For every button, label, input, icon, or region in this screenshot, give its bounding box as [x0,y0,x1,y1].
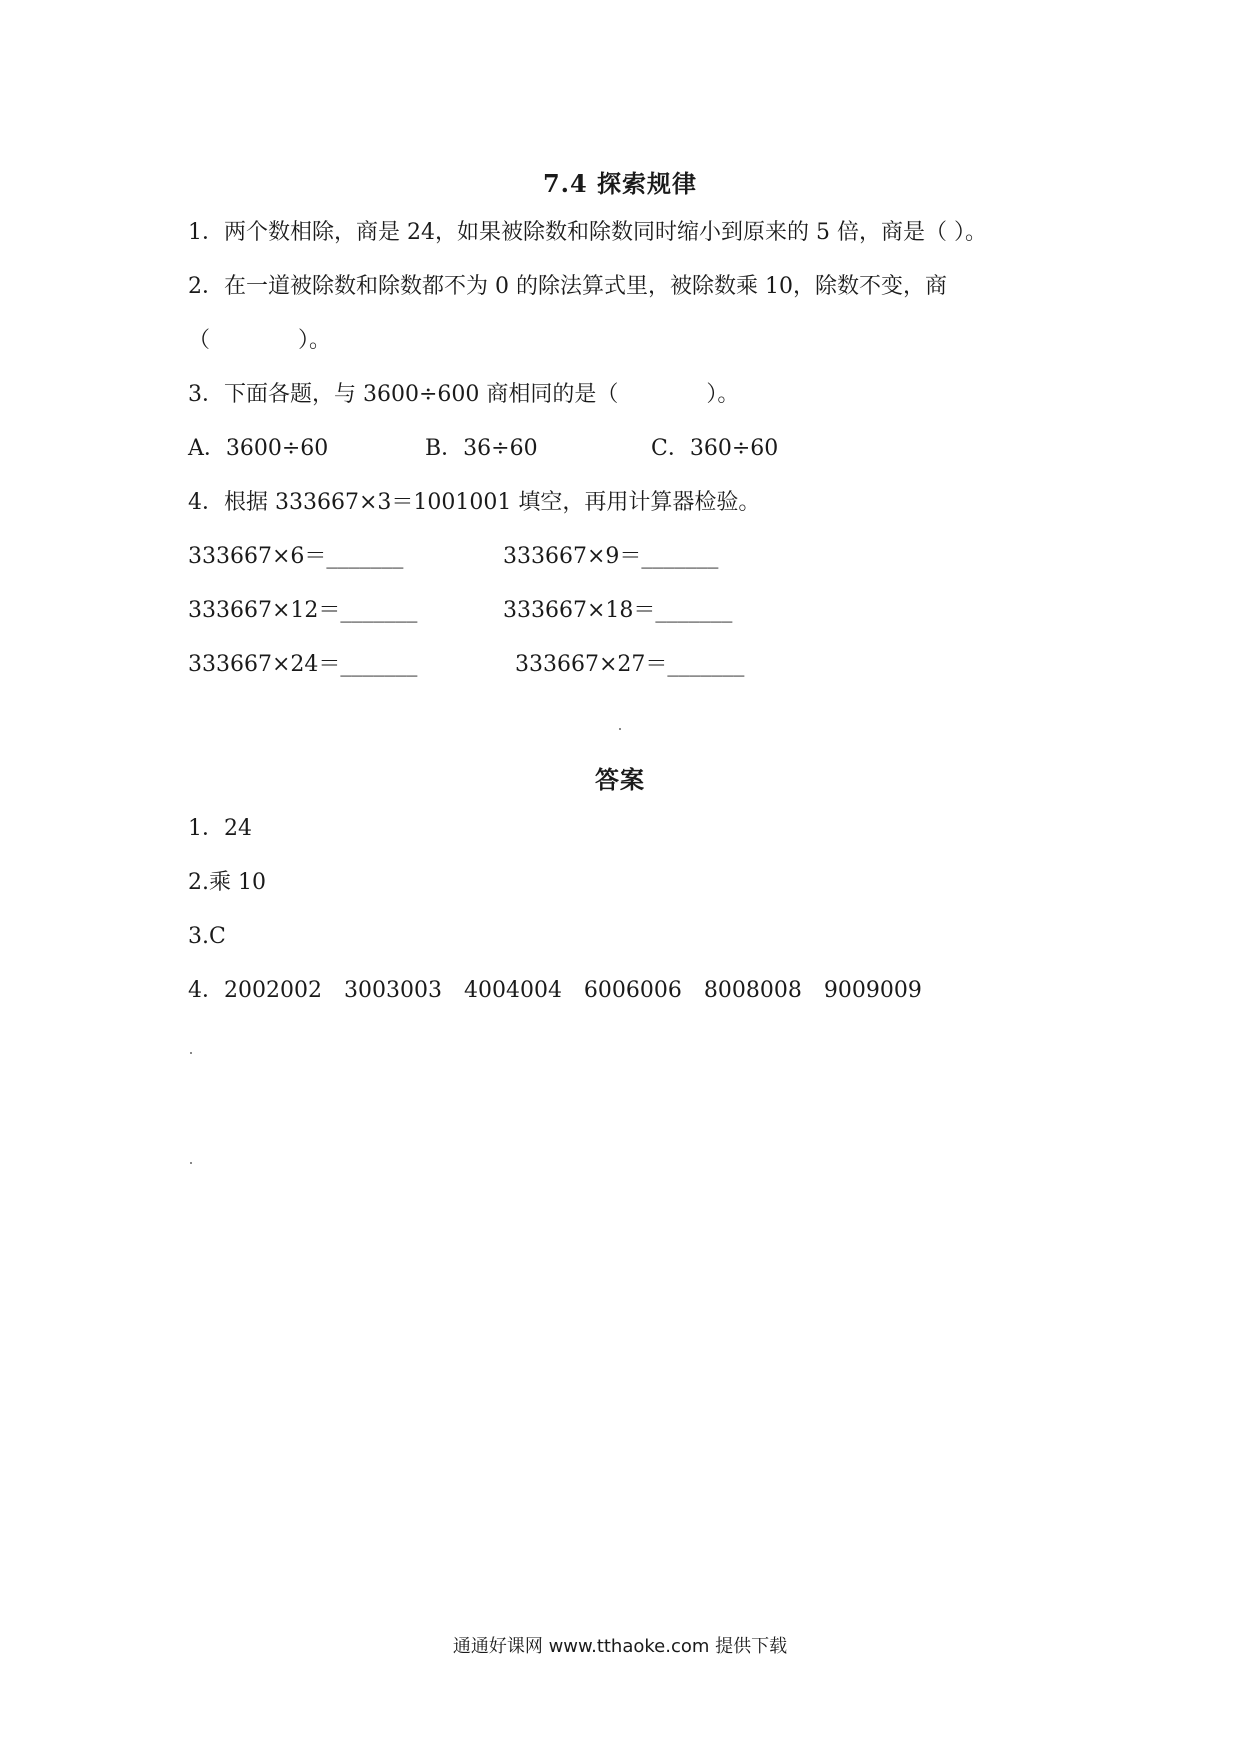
question-3-option-c: C．360÷60 [651,436,779,461]
answer-3: 3.C [188,924,226,949]
speck-dot [190,1162,192,1164]
question-4: 4．根据 333667×3＝1001001 填空，再用计算器检验。 [188,490,761,515]
question-3-option-a: A．3600÷60 [188,436,329,461]
question-3-option-b: B．36÷60 [425,436,538,461]
question-2-line-1: 2．在一道被除数和除数都不为 0 的除法算式里，被除数乘 10，除数不变，商 [188,274,947,299]
question-4-item: 333667×12＝_______ [188,598,418,623]
question-2-line-2: （ ）。 [188,328,332,353]
question-3: 3．下面各题，与 3600÷600 商相同的是（ ）。 [188,382,740,407]
question-4-item: 333667×18＝_______ [503,598,733,623]
answer-1: 1．24 [188,816,252,841]
question-4-item: 333667×27＝_______ [515,652,745,677]
question-4-item: 333667×6＝_______ [188,544,404,569]
footer-credit: 通通好课网 www.tthaoke.com 提供下载 [452,1636,788,1657]
speck-dot [190,1052,192,1054]
answers-heading: 答案 [595,765,645,794]
speck-dot [619,728,621,730]
question-1: 1．两个数相除，商是 24，如果被除数和除数同时缩小到原来的 5 倍，商是（ ）。 [188,220,987,245]
question-4-item: 333667×9＝_______ [503,544,719,569]
answer-2: 2.乘 10 [188,870,266,895]
worksheet-title: 7.4 探索规律 [542,169,698,198]
question-4-item: 333667×24＝_______ [188,652,418,677]
answer-4: 4．2002002 3003003 4004004 6006006 8008008 9009009 [188,978,922,1003]
